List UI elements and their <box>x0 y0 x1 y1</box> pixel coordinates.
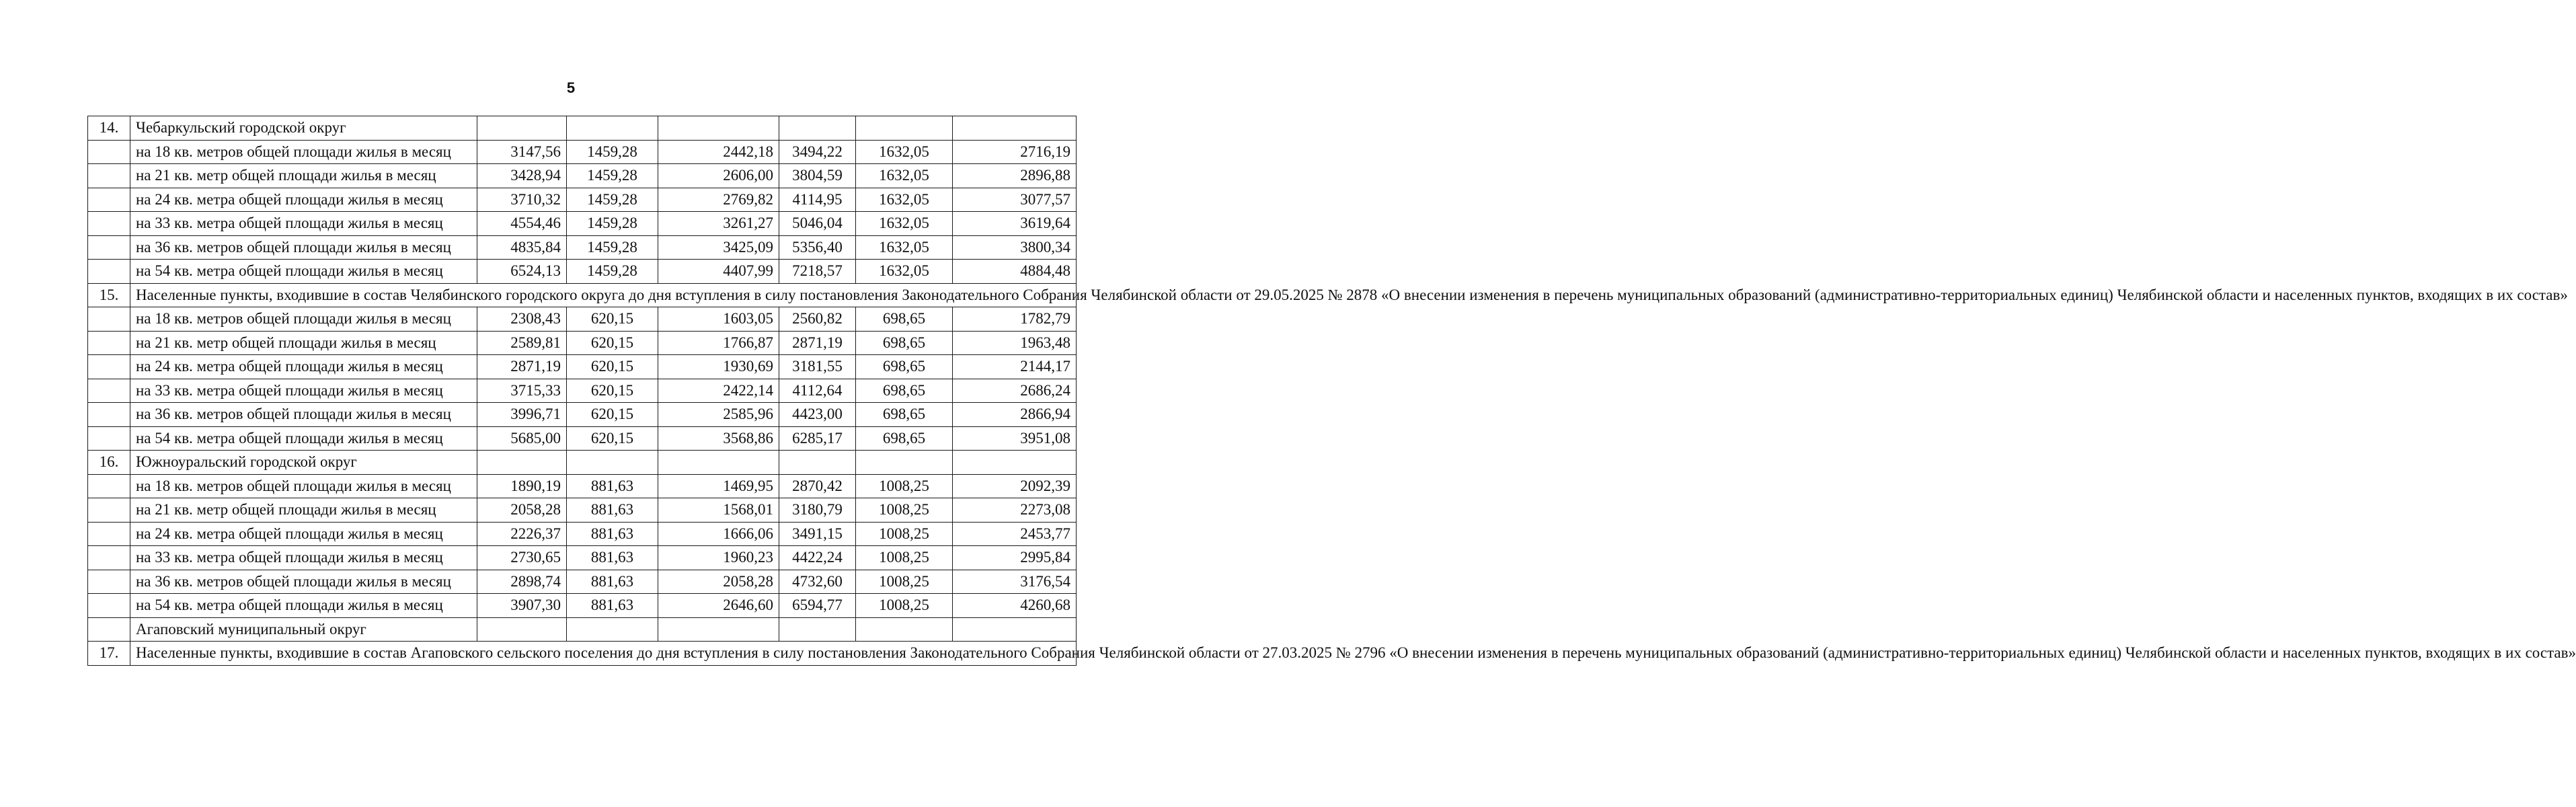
section-number: 14. <box>88 116 130 141</box>
section-description: Населенные пункты, входившие в состав Челябинского городского округа до дня вступления в силу постановления Законодательного Собрания Челябинской области от 29.05.2025 № 2878 «О внесении изменения в перечень муниципальных образований (административно-территориальных единиц) Челябинской области и населенных пунктов, входящих в их состав» <box>130 283 1077 307</box>
value-cell: 1632,05 <box>856 188 953 212</box>
value-cell: 698,65 <box>856 403 953 427</box>
value-cell: 3494,22 <box>779 140 856 164</box>
value-cell: 3077,57 <box>953 188 1077 212</box>
row-number-cell <box>88 140 130 164</box>
row-label: на 36 кв. метров общей площади жилья в месяц <box>130 570 477 594</box>
empty-cell <box>658 451 779 475</box>
value-cell: 881,63 <box>567 474 658 498</box>
section-number: 17. <box>88 642 130 666</box>
value-cell: 3996,71 <box>477 403 567 427</box>
value-cell: 620,15 <box>567 403 658 427</box>
value-cell: 1008,25 <box>856 498 953 523</box>
value-cell: 1960,23 <box>658 546 779 570</box>
value-cell: 2871,19 <box>779 331 856 355</box>
table-row <box>88 403 1077 427</box>
value-cell: 1632,05 <box>856 260 953 284</box>
row-number-cell <box>88 331 130 355</box>
row-label: на 18 кв. метров общей площади жилья в месяц <box>130 474 477 498</box>
table-row <box>88 188 1077 212</box>
section-number: 16. <box>88 451 130 475</box>
value-cell: 620,15 <box>567 426 658 451</box>
value-cell: 2442,18 <box>658 140 779 164</box>
value-cell: 1766,87 <box>658 331 779 355</box>
section-header-row <box>88 283 1077 307</box>
table-row <box>88 379 1077 403</box>
row-number-cell <box>88 379 130 403</box>
value-cell: 3425,09 <box>658 235 779 260</box>
row-number-cell <box>88 522 130 546</box>
row-number-cell <box>88 403 130 427</box>
value-cell: 4422,24 <box>779 546 856 570</box>
table-row <box>88 260 1077 284</box>
empty-cell <box>567 451 658 475</box>
row-number-cell <box>88 355 130 379</box>
value-cell: 698,65 <box>856 379 953 403</box>
value-cell: 1603,05 <box>658 307 779 332</box>
row-label: на 24 кв. метра общей площади жилья в месяц <box>130 188 477 212</box>
value-cell: 6594,77 <box>779 594 856 618</box>
section-header-row <box>88 116 1077 141</box>
value-cell: 1008,25 <box>856 594 953 618</box>
row-label: на 33 кв. метра общей площади жилья в месяц <box>130 546 477 570</box>
value-cell: 1963,48 <box>953 331 1077 355</box>
value-cell: 3710,32 <box>477 188 567 212</box>
row-number-cell <box>88 594 130 618</box>
value-cell: 4732,60 <box>779 570 856 594</box>
value-cell: 1459,28 <box>567 140 658 164</box>
value-cell: 1008,25 <box>856 546 953 570</box>
value-cell: 1930,69 <box>658 355 779 379</box>
row-number-cell <box>88 498 130 523</box>
empty-cell <box>953 617 1077 642</box>
value-cell: 4554,46 <box>477 212 567 236</box>
value-cell: 3619,64 <box>953 212 1077 236</box>
value-cell: 2769,82 <box>658 188 779 212</box>
value-cell: 1008,25 <box>856 474 953 498</box>
value-cell: 3804,59 <box>779 164 856 188</box>
row-number-cell <box>88 235 130 260</box>
value-cell: 5046,04 <box>779 212 856 236</box>
row-label: на 24 кв. метра общей площади жилья в месяц <box>130 522 477 546</box>
page-number: 5 <box>566 79 576 96</box>
value-cell: 3261,27 <box>658 212 779 236</box>
section-title: Агаповский муниципальный округ <box>130 617 477 642</box>
row-label: на 33 кв. метра общей площади жилья в месяц <box>130 212 477 236</box>
row-number-cell <box>88 188 130 212</box>
value-cell: 881,63 <box>567 570 658 594</box>
value-cell: 1469,95 <box>658 474 779 498</box>
value-cell: 2898,74 <box>477 570 567 594</box>
row-label: на 33 кв. метра общей площади жилья в месяц <box>130 379 477 403</box>
value-cell: 3951,08 <box>953 426 1077 451</box>
value-cell: 2871,19 <box>477 355 567 379</box>
value-cell: 3181,55 <box>779 355 856 379</box>
empty-cell <box>779 116 856 141</box>
row-label: на 54 кв. метра общей площади жилья в месяц <box>130 426 477 451</box>
value-cell: 4407,99 <box>658 260 779 284</box>
value-cell: 3715,33 <box>477 379 567 403</box>
section-title: Южноуральский городской округ <box>130 451 477 475</box>
section-header-row <box>88 617 1077 642</box>
value-cell: 3491,15 <box>779 522 856 546</box>
table-row <box>88 498 1077 523</box>
value-cell: 1632,05 <box>856 212 953 236</box>
row-label: на 36 кв. метров общей площади жилья в месяц <box>130 235 477 260</box>
value-cell: 2585,96 <box>658 403 779 427</box>
table-row <box>88 474 1077 498</box>
value-cell: 620,15 <box>567 307 658 332</box>
value-cell: 1459,28 <box>567 188 658 212</box>
table-row <box>88 212 1077 236</box>
empty-cell <box>567 617 658 642</box>
value-cell: 4260,68 <box>953 594 1077 618</box>
value-cell: 2144,17 <box>953 355 1077 379</box>
value-cell: 1666,06 <box>658 522 779 546</box>
value-cell: 698,65 <box>856 307 953 332</box>
value-cell: 698,65 <box>856 426 953 451</box>
row-label: на 18 кв. метров общей площади жилья в месяц <box>130 140 477 164</box>
value-cell: 6285,17 <box>779 426 856 451</box>
row-label: на 54 кв. метра общей площади жилья в месяц <box>130 594 477 618</box>
value-cell: 1568,01 <box>658 498 779 523</box>
table-row <box>88 164 1077 188</box>
value-cell: 3428,94 <box>477 164 567 188</box>
value-cell: 2226,37 <box>477 522 567 546</box>
value-cell: 5685,00 <box>477 426 567 451</box>
value-cell: 698,65 <box>856 331 953 355</box>
value-cell: 2716,19 <box>953 140 1077 164</box>
tariff-table <box>87 116 2576 666</box>
section-header-row <box>88 451 1077 475</box>
empty-cell <box>477 451 567 475</box>
value-cell: 3180,79 <box>779 498 856 523</box>
value-cell: 1782,79 <box>953 307 1077 332</box>
value-cell: 3907,30 <box>477 594 567 618</box>
row-label: на 21 кв. метр общей площади жилья в месяц <box>130 331 477 355</box>
row-label: на 18 кв. метров общей площади жилья в месяц <box>130 307 477 332</box>
value-cell: 4114,95 <box>779 188 856 212</box>
value-cell: 881,63 <box>567 546 658 570</box>
value-cell: 1632,05 <box>856 235 953 260</box>
value-cell: 1008,25 <box>856 522 953 546</box>
value-cell: 620,15 <box>567 331 658 355</box>
value-cell: 6524,13 <box>477 260 567 284</box>
value-cell: 3176,54 <box>953 570 1077 594</box>
table-row <box>88 546 1077 570</box>
value-cell: 1459,28 <box>567 260 658 284</box>
value-cell: 2422,14 <box>658 379 779 403</box>
value-cell: 2560,82 <box>779 307 856 332</box>
row-label: на 21 кв. метр общей площади жилья в месяц <box>130 164 477 188</box>
value-cell: 881,63 <box>567 594 658 618</box>
section-number: 15. <box>88 283 130 307</box>
value-cell: 4112,64 <box>779 379 856 403</box>
value-cell: 881,63 <box>567 522 658 546</box>
value-cell: 1459,28 <box>567 235 658 260</box>
value-cell: 2606,00 <box>658 164 779 188</box>
empty-cell <box>779 617 856 642</box>
row-number-cell <box>88 164 130 188</box>
row-number-cell <box>88 260 130 284</box>
value-cell: 620,15 <box>567 379 658 403</box>
empty-cell <box>953 116 1077 141</box>
row-number-cell <box>88 546 130 570</box>
section-number <box>88 617 130 642</box>
value-cell: 1890,19 <box>477 474 567 498</box>
table-row <box>88 140 1077 164</box>
value-cell: 4835,84 <box>477 235 567 260</box>
empty-cell <box>567 116 658 141</box>
row-number-cell <box>88 212 130 236</box>
row-number-cell <box>88 426 130 451</box>
value-cell: 698,65 <box>856 355 953 379</box>
empty-cell <box>953 451 1077 475</box>
row-label: на 24 кв. метра общей площади жилья в месяц <box>130 355 477 379</box>
table-row <box>88 522 1077 546</box>
value-cell: 3568,86 <box>658 426 779 451</box>
value-cell: 2453,77 <box>953 522 1077 546</box>
value-cell: 2058,28 <box>477 498 567 523</box>
value-cell: 1632,05 <box>856 164 953 188</box>
row-number-cell <box>88 474 130 498</box>
value-cell: 2730,65 <box>477 546 567 570</box>
value-cell: 1459,28 <box>567 164 658 188</box>
value-cell: 2058,28 <box>658 570 779 594</box>
value-cell: 620,15 <box>567 355 658 379</box>
value-cell: 7218,57 <box>779 260 856 284</box>
value-cell: 2686,24 <box>953 379 1077 403</box>
empty-cell <box>856 451 953 475</box>
row-number-cell <box>88 570 130 594</box>
row-label: на 54 кв. метра общей площади жилья в месяц <box>130 260 477 284</box>
empty-cell <box>477 617 567 642</box>
value-cell: 1632,05 <box>856 140 953 164</box>
value-cell: 2896,88 <box>953 164 1077 188</box>
value-cell: 4884,48 <box>953 260 1077 284</box>
value-cell: 3147,56 <box>477 140 567 164</box>
value-cell: 2273,08 <box>953 498 1077 523</box>
table-row <box>88 331 1077 355</box>
value-cell: 2866,94 <box>953 403 1077 427</box>
empty-cell <box>477 116 567 141</box>
table-row <box>88 594 1077 618</box>
table-row <box>88 570 1077 594</box>
table-row <box>88 355 1077 379</box>
value-cell: 2092,39 <box>953 474 1077 498</box>
value-cell: 2870,42 <box>779 474 856 498</box>
table-row <box>88 307 1077 332</box>
table-row <box>88 426 1077 451</box>
value-cell: 3800,34 <box>953 235 1077 260</box>
section-title: Чебаркульский городской округ <box>130 116 477 141</box>
empty-cell <box>658 116 779 141</box>
empty-cell <box>779 451 856 475</box>
empty-cell <box>658 617 779 642</box>
empty-cell <box>856 116 953 141</box>
value-cell: 2646,60 <box>658 594 779 618</box>
value-cell: 5356,40 <box>779 235 856 260</box>
value-cell: 2308,43 <box>477 307 567 332</box>
row-label: на 36 кв. метров общей площади жилья в месяц <box>130 403 477 427</box>
value-cell: 881,63 <box>567 498 658 523</box>
row-label: на 21 кв. метр общей площади жилья в месяц <box>130 498 477 523</box>
section-header-row <box>88 642 1077 666</box>
section-description: Населенные пункты, входившие в состав Агаповского сельского поселения до дня вступления в силу постановления Законодательного Собрания Челябинской области от 27.03.2025 № 2796 «О внесении изменения в перечень муниципальных образований (административно-территориальных единиц) Челябинской области и населенных пунктов, входящих в их состав» <box>130 642 1077 666</box>
row-number-cell <box>88 307 130 332</box>
value-cell: 1459,28 <box>567 212 658 236</box>
table-row <box>88 235 1077 260</box>
value-cell: 2589,81 <box>477 331 567 355</box>
value-cell: 4423,00 <box>779 403 856 427</box>
value-cell: 1008,25 <box>856 570 953 594</box>
value-cell: 2995,84 <box>953 546 1077 570</box>
empty-cell <box>856 617 953 642</box>
